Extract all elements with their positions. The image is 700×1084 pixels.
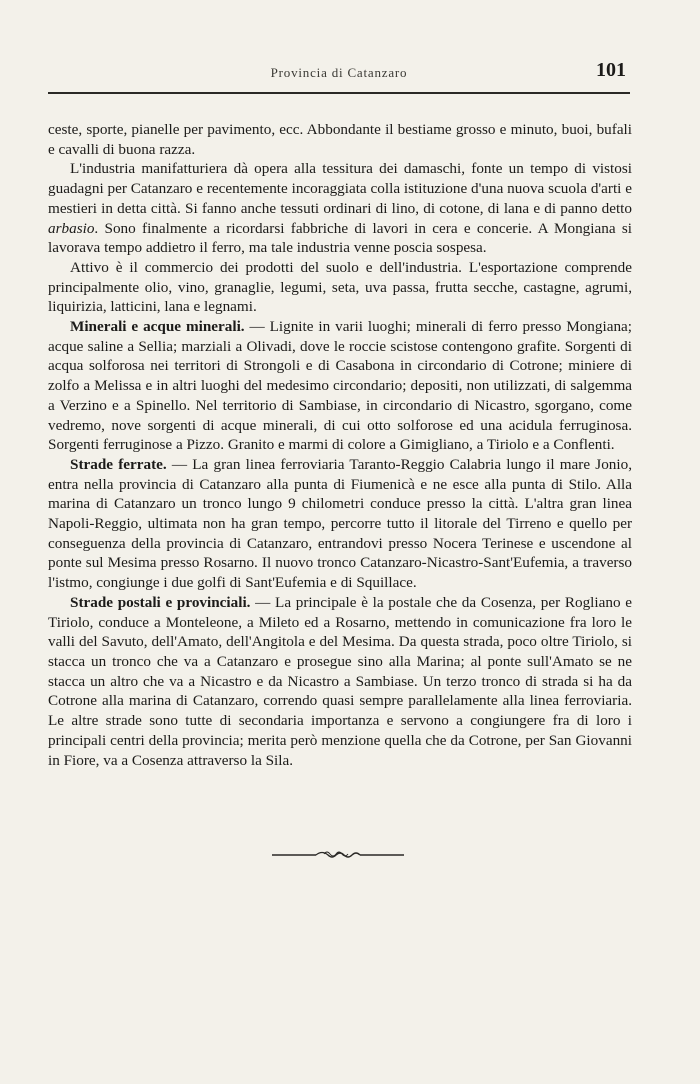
paragraph-railways [48,455,632,593]
minerals-text: — Lignite in varii luoghi; minerali di ferro presso Mongiana; acque saline a Sellia; marziali a Olivadi, dove le roccie scistose contengono grafite. Sorgenti di acqua solforosa nei territori di Strongoli e di Casabona in circondario di Cotrone; miniere di zolfo a Melissa e in altri luoghi del medesimo circondario; depositi, non utilizzati, di salgemma a Verzino e a Spinello. Nel territorio di Sambiase, in circondario di Nicastro, sgorgano, come vedremo, nove sorgenti di acque minerali, di cui otto solforose ed una acidula ferruginosa. Sorgenti ferruginose a Pizzo. Granito e marmi di colore a Gimigliano, a Tiriolo e a Conflenti. [48,318,633,454]
paragraph-minerals [48,317,632,455]
section-heading-railways: Strade ferrate. [70,455,167,473]
section-heading-roads: Strade postali e provinciali. [70,593,251,611]
roads-text: — La principale è la postale che da Cosenza, per Rogliano e Tiriolo, conduce a Monteleone, a Mileto ed a Rosarno, mettendo in comunicazione fra loro le valli del Savuto, dell'Amato, dell'Angitola e del Mesima. Da questa strada, poco oltre Tiriolo, si stacca un tronco che va a Catanzaro e prosegue sino alla Marina; al ponte sull'Amato se ne stacca un altro che va a Nicastro e da Nicastro a Sambiase. Un terzo tronco di strada si ha da Cotrone alla marina di Catanzaro, correndo quasi sempre parallelamente alla linea ferroviaria. Le altre strade sono tutte di secondaria importanza e servono a congiungere fra di loro i principali centri della provincia; merita però menzione quella che da Cotrone, per San Giovanni in Fiore, va a Cosenza attraverso la Sila. [48,593,632,769]
body-text [48,120,632,770]
paragraph-roads [48,593,632,770]
italic-term: arbasio [48,219,95,237]
paragraph-industry [48,159,632,258]
running-title: Provincia di Catanzaro [270,65,408,80]
page-header [48,59,630,94]
paragraph-commerce: Attivo è il commercio dei prodotti del suolo e dell'industria. L'esportazione comprende principalmente olio, vino, granaglie, legumi, seta, uva passa, frutta secche, castagne, agrumi, liquirizia, latticini, lana e legnami. [48,258,632,316]
paragraph-continued: ceste, sporte, pianelle per pavimento, ecc. Abbondante il bestiame grosso e minuto, buoi, bufali e cavalli di buona razza. [48,121,632,158]
section-heading-minerals: Minerali e acque minerali. [70,318,245,336]
industry-text-before: L'industria manifatturiera dà opera alla tessitura dei damaschi, fonte un tempo di vistosi guadagni per Catanzaro e recentemente incoraggiata colla istituzione d'una nuova scuola d'arti e mestieri in detta città. Si fanno anche tessuti ordinari di lino, di cotone, di lana e di panno detto [48,160,632,217]
railways-text: — La gran linea ferroviaria Taranto-Reggio Calabria lungo il mare Jonio, entra nella provincia di Catanzaro alla punta di Fiumenicà e ne esce alla punta di Stilo. Alla marina di Catanzaro un tronco lungo 9 chilometri conduce presso la città. L'altra gran linea Napoli-Reggio, ultimata non ha gran tempo, percorre tutto il litorale del Tirreno e quello per conseguenza della provincia di Catanzaro, entrandovi presso Nocera Terinese e uscendone al ponte sul Mesima presso Rosarno. Il nuovo tronco Catanzaro-Nicastro-Sant'Eufemia, a traverso l'istmo, congiunge i due golfi di Sant'Eufemia e di Squillace. [48,455,632,592]
industry-text-after: . Sono finalmente a ricordarsi fabbriche di lavori in cera e concerie. A Mongiana si lavorava tempo addietro il ferro, ma tale industria venne poscia sospesa. [48,219,632,257]
end-ornament-icon [272,848,404,862]
page-number: 101 [596,59,626,81]
